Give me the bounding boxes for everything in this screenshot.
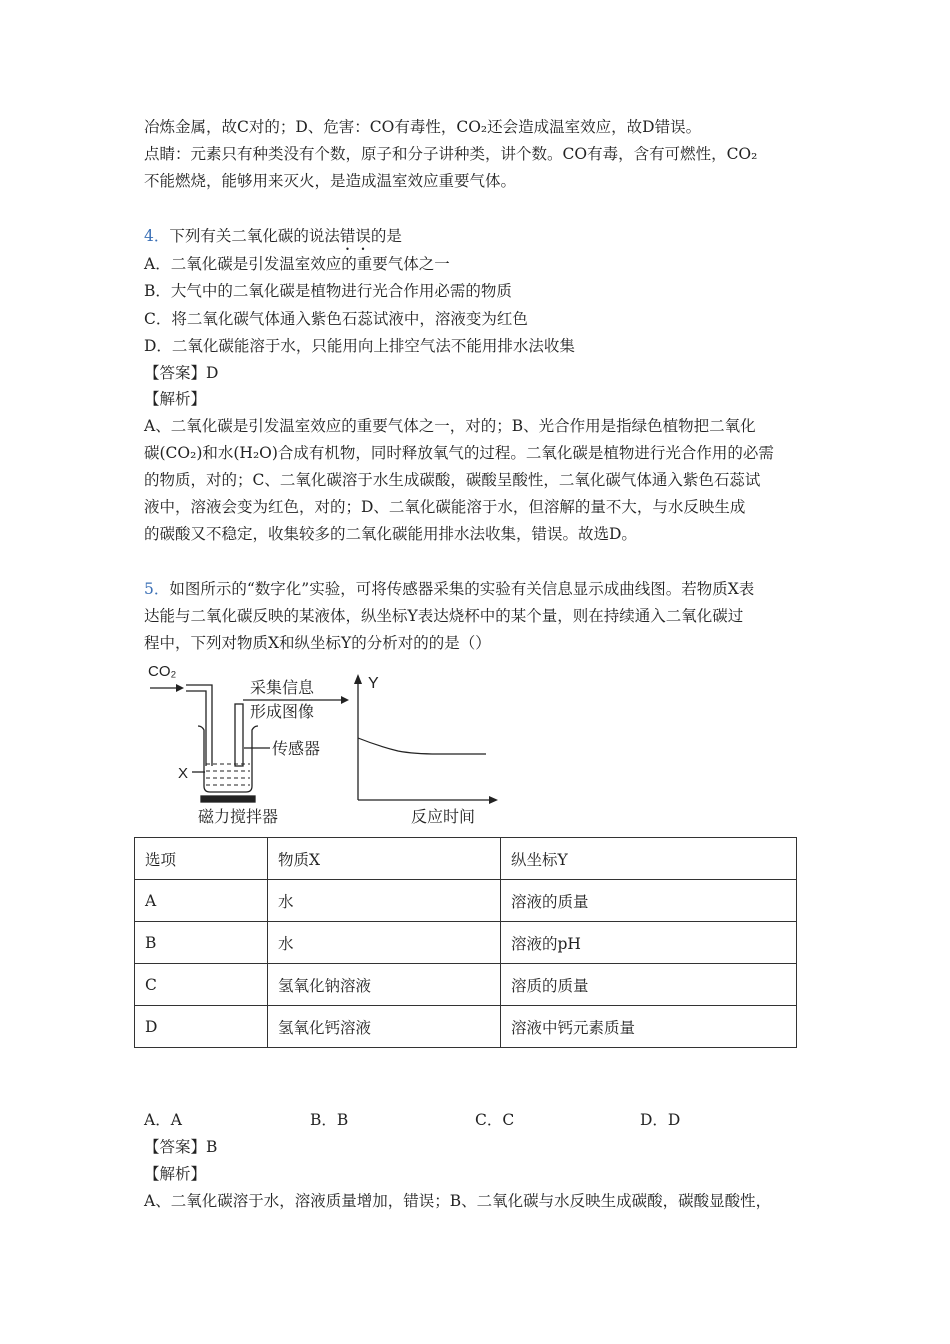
table-row <box>135 922 797 964</box>
table-row <box>135 880 797 922</box>
graph-y-label: Y <box>368 675 379 692</box>
intro-line-3: 不能燃烧，能够用来灭火，是造成温室效应重要气体。 <box>144 172 517 190</box>
graph-x-label: 反应时间 <box>411 809 476 826</box>
table-cell: 溶液的pH <box>501 922 797 964</box>
table-cell: C <box>135 964 268 1006</box>
q5-number: 5． <box>144 580 170 598</box>
table-cell: D <box>135 1006 268 1048</box>
sensor-label: 传感器 <box>272 741 321 758</box>
q4-answer: 【答案】D <box>144 364 219 382</box>
liquid <box>206 764 250 785</box>
graph-curve <box>358 738 486 754</box>
table-row <box>135 1006 797 1048</box>
table-header: 物质X <box>268 838 501 880</box>
q5-stem-line-3: 程中，下列对物质X和纵坐标Y的分析对的的是（） <box>144 634 491 652</box>
q4-stem <box>144 226 402 254</box>
table-cell: 溶液中钙元素质量 <box>501 1006 797 1048</box>
q4-number: 4． <box>144 227 170 245</box>
q4-analysis-title: 【解析】 <box>144 390 207 408</box>
q4-analysis-line-5: 的碳酸又不稳定，收集较多的二氧化碳能用排水法收集，错误。故选D。 <box>144 525 637 543</box>
table-cell: B <box>135 922 268 964</box>
q4-analysis-line-1: A、二氧化碳是引发温室效应的重要气体之一，对的；B、光合作用是指绿色植物把二氧化 <box>144 417 756 435</box>
q4-stem-emphasis: 错误 <box>339 227 371 245</box>
output-arrowhead <box>341 696 349 704</box>
q4-stem-after: 的是 <box>370 227 402 245</box>
sensor-probe <box>235 704 243 766</box>
table-row <box>135 964 797 1006</box>
table-cell: 溶液的质量 <box>501 880 797 922</box>
collect-label: 采集信息 <box>250 680 315 697</box>
table-header: 选项 <box>135 838 268 880</box>
q5-choice-a: A．A <box>144 1111 182 1129</box>
co2-label: CO₂ <box>148 663 177 680</box>
form-label: 形成图像 <box>250 704 315 721</box>
stirrer-label: 磁力搅拌器 <box>198 809 279 826</box>
q4-analysis-line-3: 的物质，对的；C、二氧化碳溶于水生成碳酸，碳酸呈酸性，二氧化碳气体通入紫色石蕊试 <box>144 471 761 489</box>
table-cell: 水 <box>268 880 501 922</box>
q5-analysis-title: 【解析】 <box>144 1165 207 1183</box>
intro-line-2: 点睛：元素只有种类没有个数，原子和分子讲种类，讲个数。CO有毒，含有可燃性，CO₂ <box>144 145 758 163</box>
q4-stem-before: 下列有关二氧化碳的说法 <box>169 227 340 245</box>
q5-choice-b: B．B <box>310 1111 349 1129</box>
q5-analysis-line-1: A、二氧化碳溶于水，溶液质量增加，错误；B、二氧化碳与水反映生成碳酸，碳酸显酸性， <box>144 1192 772 1210</box>
x-label: X <box>178 765 189 782</box>
table-cell: 溶质的质量 <box>501 964 797 1006</box>
q4-option-c: C．将二氧化碳气体通入紫色石蕊试液中，溶液变为红色 <box>144 310 528 328</box>
table-header: 纵坐标Y <box>501 838 797 880</box>
graph-x-arrowhead <box>489 796 498 804</box>
q5-choice-d: D．D <box>640 1111 681 1129</box>
q5-options-table <box>134 837 797 1048</box>
beaker <box>198 726 258 792</box>
co2-arrowhead <box>176 684 184 692</box>
table-cell: A <box>135 880 268 922</box>
q5-stem-line-2: 达能与二氧化碳反映的某液体，纵坐标Y表达烧杯中的某个量，则在持续通入二氧化碳过 <box>144 607 744 625</box>
q4-analysis-line-4: 液中，溶液会变为红色，对的；D、二氧化碳能溶于水，但溶解的量不大，与水反映生成 <box>144 498 746 516</box>
q4-option-a: A．二氧化碳是引发温室效应的重要气体之一 <box>144 255 450 273</box>
table-header-row <box>135 838 797 880</box>
table-cell: 氢氧化钠溶液 <box>268 964 501 1006</box>
q4-option-b: B．大气中的二氧化碳是植物进行光合作用必需的物质 <box>144 282 512 300</box>
graph-y-arrowhead <box>354 674 362 684</box>
q4-option-d: D．二氧化碳能溶于水，只能用向上排空气法不能用排水法收集 <box>144 337 575 355</box>
table-cell: 氢氧化钙溶液 <box>268 1006 501 1048</box>
q5-answer: 【答案】B <box>144 1138 218 1156</box>
q5-stem-line-1 <box>144 579 754 599</box>
q5-choice-c: C．C <box>475 1111 515 1129</box>
table-cell: 水 <box>268 922 501 964</box>
stirrer-base <box>201 796 255 802</box>
experiment-figure <box>146 660 526 830</box>
q4-analysis-line-2: 碳(CO₂)和水(H₂O)合成有机物，同时释放氧气的过程。二氧化碳是植物进行光合作用的必需 <box>144 444 774 462</box>
q5-stem-text-1: 如图所示的“数字化”实验，可将传感器采集的实验有关信息显示成曲线图。若物质X表 <box>169 580 755 598</box>
intro-line-1: 冶炼金属，故C对的；D、危害：CO有毒性，CO₂还会造成温室效应，故D错误。 <box>144 118 702 136</box>
